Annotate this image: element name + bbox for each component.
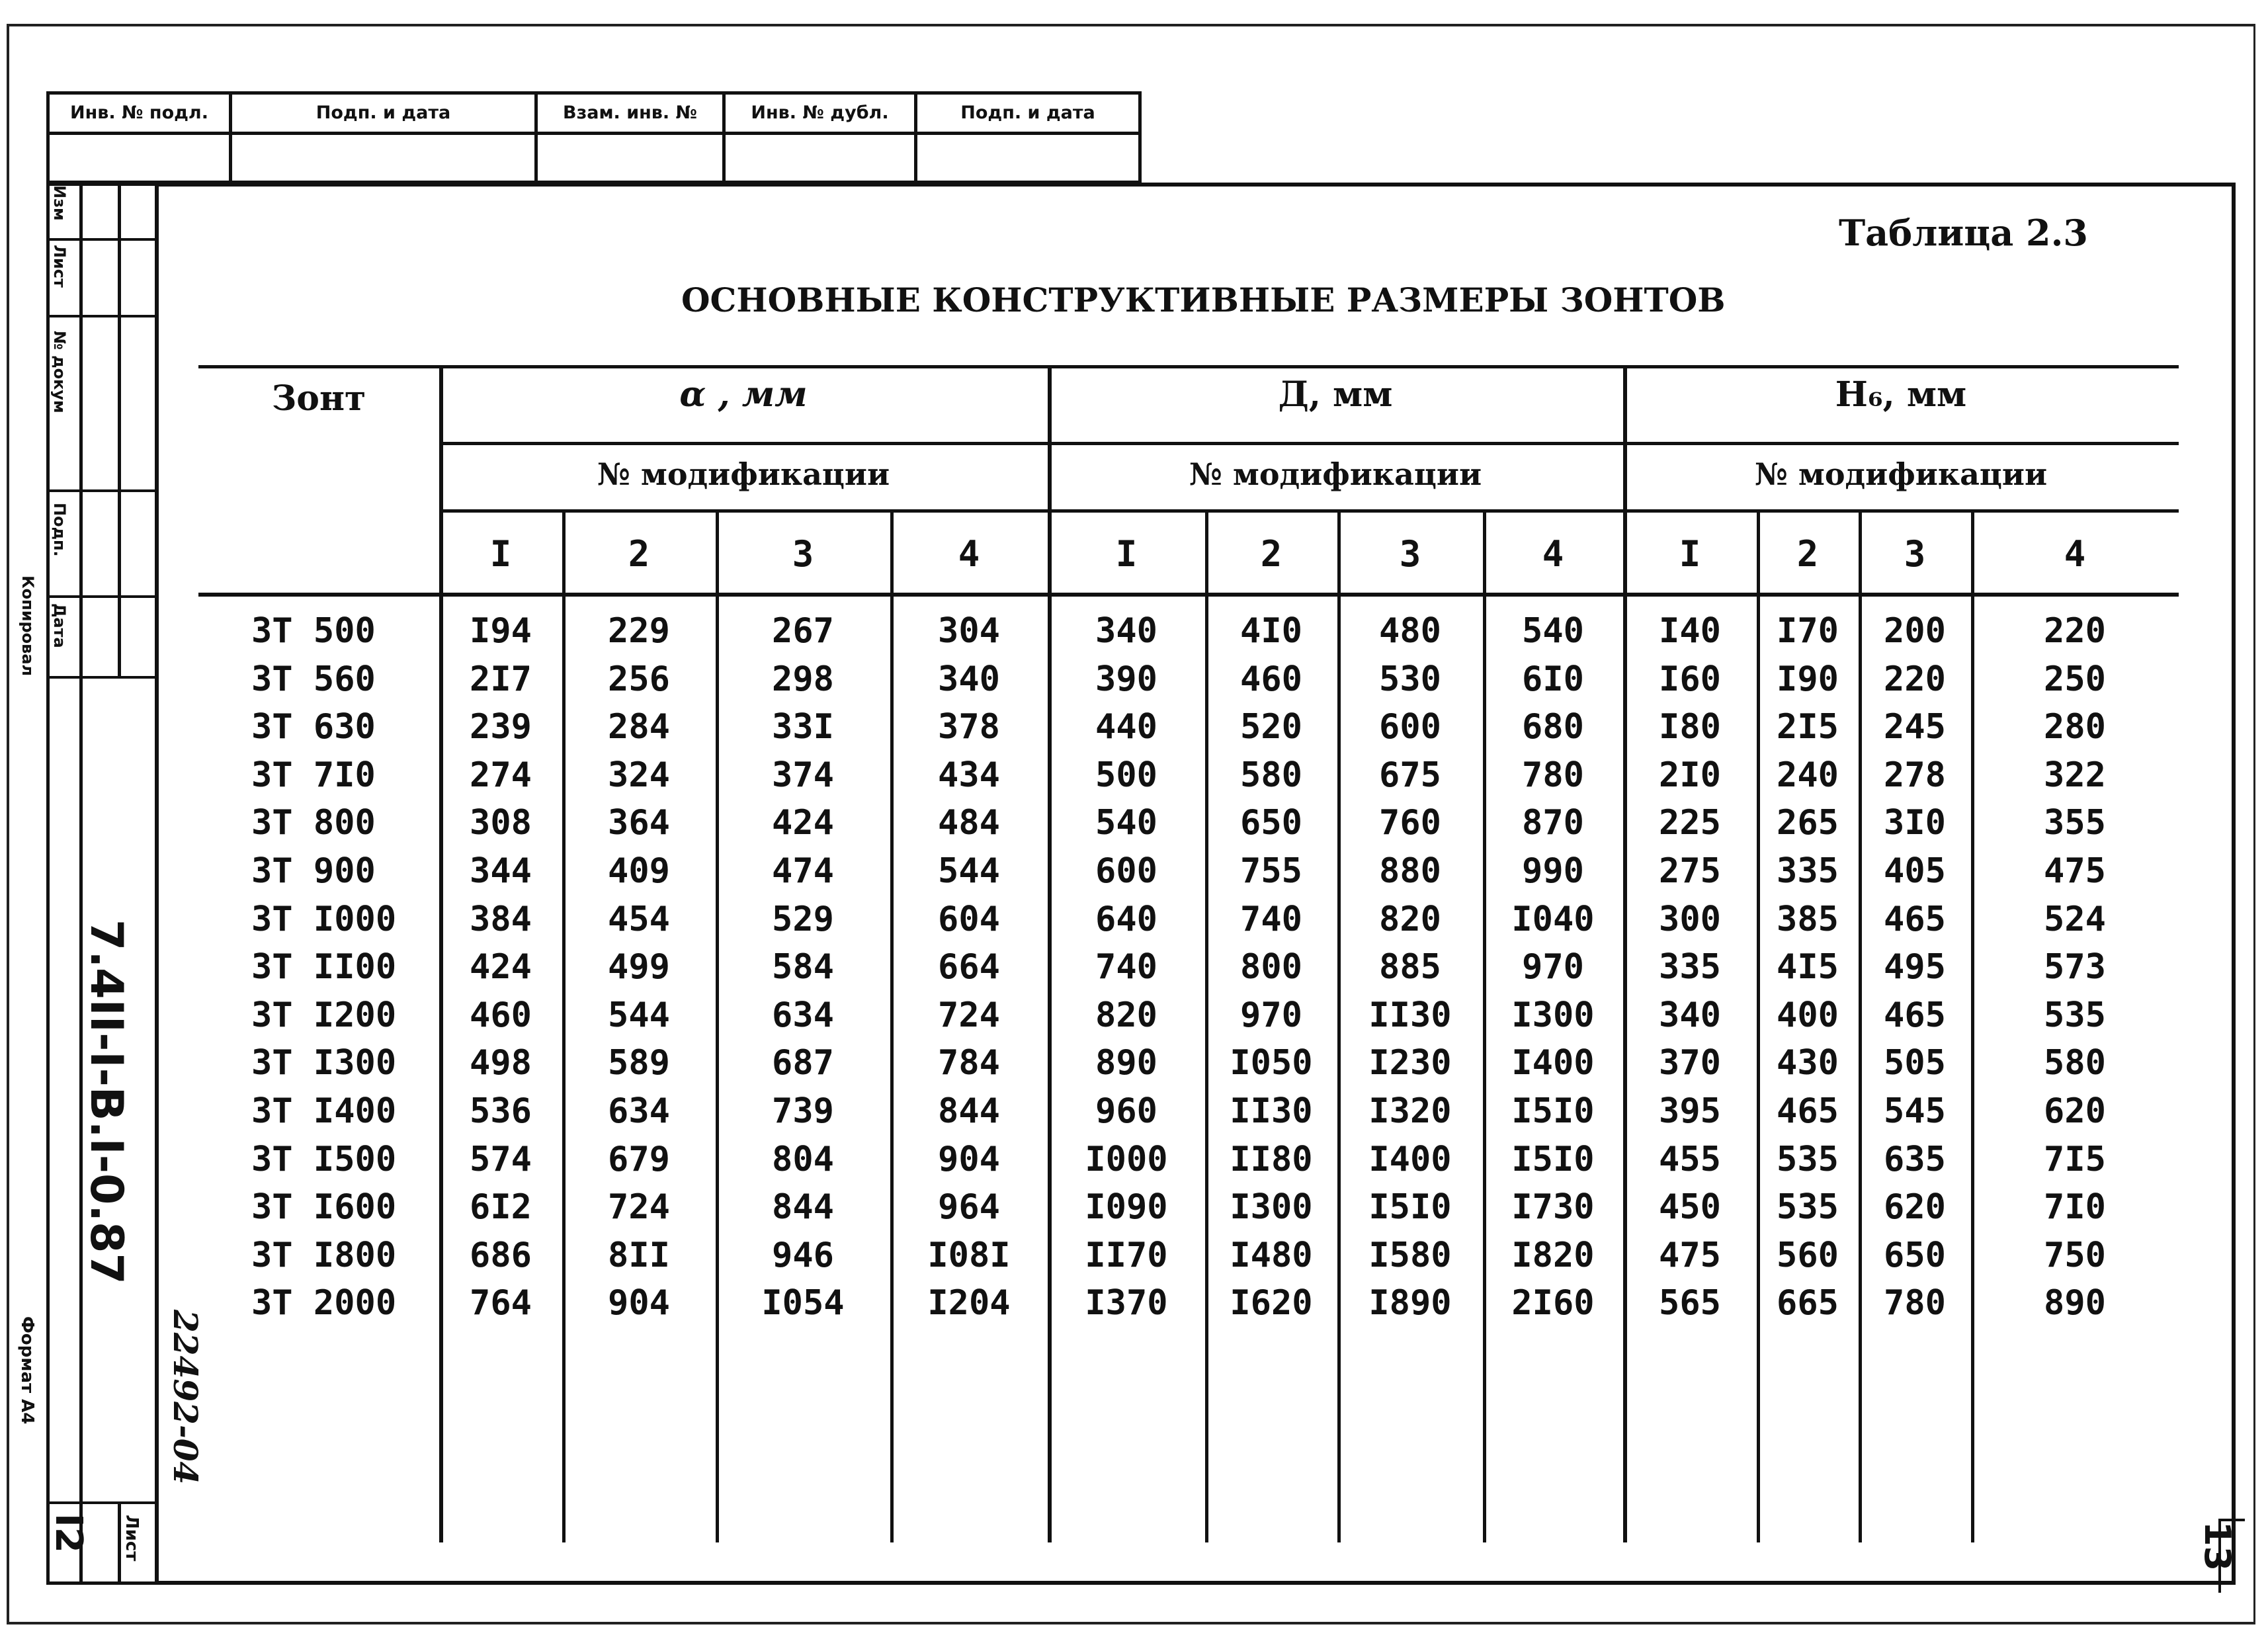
stamp-header-vzam-inv: Взам. инв. №: [538, 95, 726, 132]
table-cell: 890: [1095, 1043, 1157, 1083]
table-cell: I480: [1230, 1235, 1313, 1275]
table-cell: 405: [1884, 851, 1946, 891]
table-cell: 400: [1777, 995, 1839, 1035]
table-cell: 2I60: [1511, 1283, 1595, 1324]
table-cell: 600: [1379, 707, 1441, 747]
format-label: Формат А4: [17, 1316, 37, 1425]
table-cell: 870: [1522, 803, 1584, 843]
table-cell: 245: [1884, 707, 1946, 747]
zont-name: ЗТ I600: [251, 1187, 397, 1228]
left-stamp-row-line: [46, 489, 155, 492]
header-group-d: Д, мм: [1278, 374, 1393, 415]
table-cell: 650: [1884, 1235, 1946, 1275]
table-cell: I820: [1511, 1235, 1595, 1275]
table-cell: 460: [470, 995, 532, 1035]
table-cell: I90: [1777, 659, 1839, 699]
left-stamp-data: Дата: [50, 603, 69, 648]
table-cell: 267: [772, 611, 834, 651]
left-stamp-divider: [118, 1501, 121, 1585]
table-cell: I370: [1085, 1283, 1168, 1324]
table-cell: I70: [1777, 611, 1839, 651]
table-cell: II80: [1230, 1139, 1313, 1179]
table-cell: I040: [1511, 899, 1595, 939]
table-cell: 904: [608, 1283, 670, 1324]
table-cell: 430: [1777, 1043, 1839, 1083]
table-cell: 634: [772, 995, 834, 1035]
table-cell: 584: [772, 947, 834, 988]
table-cell: 495: [1884, 947, 1946, 988]
table-cell: 385: [1777, 899, 1839, 939]
stamp-value-cell: [726, 132, 917, 181]
table-cell: 280: [2044, 707, 2106, 747]
table-cell: 740: [1095, 947, 1157, 988]
main-title: ОСНОВНЫЕ КОНСТРУКТИВНЫЕ РАЗМЕРЫ ЗОНТОВ: [681, 280, 1726, 319]
table-cell: 322: [2044, 755, 2106, 795]
table-cell: 844: [938, 1091, 1000, 1131]
table-cell: 686: [470, 1235, 532, 1275]
table-cell: I60: [1659, 659, 1721, 699]
zont-name: ЗТ II00: [251, 947, 397, 988]
table-cell: 739: [772, 1091, 834, 1131]
top-stamp: [46, 91, 1142, 184]
table-cell: 498: [470, 1043, 532, 1083]
table-cell: I40: [1659, 611, 1721, 651]
header-group-h: Н₆, мм: [1835, 374, 1967, 415]
table-cell: 665: [1777, 1283, 1839, 1324]
table-cell: 635: [1884, 1139, 1946, 1179]
table-cell: 529: [772, 899, 834, 939]
mod-number: 4: [1542, 533, 1564, 575]
table-cell: 370: [1659, 1043, 1721, 1083]
stamp-header-inv-dubl: Инв. № дубл.: [726, 95, 917, 132]
table-cell: 344: [470, 851, 532, 891]
left-stamp-row-line: [46, 595, 155, 598]
table-cell: 474: [772, 851, 834, 891]
table-cell: 530: [1379, 659, 1441, 699]
table-cell: 480: [1379, 611, 1441, 651]
table-rule: [198, 365, 2179, 368]
table-cell: 465: [1884, 995, 1946, 1035]
table-cell: II30: [1368, 995, 1452, 1035]
table-cell: 460: [1240, 659, 1302, 699]
table-cell: 265: [1777, 803, 1839, 843]
table-cell: 760: [1379, 803, 1441, 843]
stamp-header-inv-podl: Инв. № подл.: [50, 95, 232, 132]
table-cell: 220: [1884, 659, 1946, 699]
table-cell: 535: [1777, 1187, 1839, 1228]
table-cell: 298: [772, 659, 834, 699]
table-cell: 8II: [608, 1235, 670, 1275]
table-cell: 278: [1884, 755, 1946, 795]
table-cell: I320: [1368, 1091, 1452, 1131]
table-cell: 650: [1240, 803, 1302, 843]
table-cell: 573: [2044, 947, 2106, 988]
table-cell: 600: [1095, 851, 1157, 891]
stamp-value-cell: [538, 132, 726, 181]
mod-number: I: [489, 533, 512, 575]
table-cell: 724: [608, 1187, 670, 1228]
table-cell: 764: [470, 1283, 532, 1324]
table-cell: 544: [938, 851, 1000, 891]
table-cell: I94: [470, 611, 532, 651]
table-cell: I80: [1659, 707, 1721, 747]
left-stamp-divider: [79, 183, 83, 1585]
mod-number: 2: [1260, 533, 1282, 575]
table-cell: I050: [1230, 1043, 1313, 1083]
table-cell: 200: [1884, 611, 1946, 651]
left-stamp-doc: № докум: [50, 331, 69, 413]
zont-name: ЗТ 630: [251, 707, 376, 747]
table-cell: I730: [1511, 1187, 1595, 1228]
table-cell: I000: [1085, 1139, 1168, 1179]
table-cell: I300: [1511, 995, 1595, 1035]
stamp-value-cell: [50, 132, 232, 181]
table-cell: 440: [1095, 707, 1157, 747]
sheet-number: I2: [47, 1513, 90, 1553]
table-cell: II30: [1230, 1091, 1313, 1131]
table-cell: I580: [1368, 1235, 1452, 1275]
table-cell: 680: [1522, 707, 1584, 747]
table-cell: 256: [608, 659, 670, 699]
table-cell: 804: [772, 1139, 834, 1179]
table-cell: 535: [1777, 1139, 1839, 1179]
table-cell: I5I0: [1511, 1139, 1595, 1179]
table-cell: I5I0: [1368, 1187, 1452, 1228]
table-cell: 545: [1884, 1091, 1946, 1131]
mod-number: 2: [1796, 533, 1819, 575]
table-cell: 535: [2044, 995, 2106, 1035]
table-cell: 565: [1659, 1283, 1721, 1324]
table-cell: 424: [772, 803, 834, 843]
table-cell: 640: [1095, 899, 1157, 939]
table-cell: 844: [772, 1187, 834, 1228]
mod-number: 2: [628, 533, 650, 575]
table-rule: [439, 442, 2179, 445]
left-stamp-row-line: [46, 1501, 155, 1504]
zont-name: ЗТ I300: [251, 1043, 397, 1083]
table-cell: 560: [1777, 1235, 1839, 1275]
table-cell: 229: [608, 611, 670, 651]
table-cell: 784: [938, 1043, 1000, 1083]
header-zont: Зонт: [271, 378, 366, 419]
left-stamp-list: Лист: [50, 245, 69, 288]
table-cell: 580: [2044, 1043, 2106, 1083]
table-cell: 308: [470, 803, 532, 843]
table-cell: 890: [2044, 1283, 2106, 1324]
header-mod-alpha: № модификации: [597, 456, 890, 492]
table-cell: 820: [1379, 899, 1441, 939]
left-stamp-row-line: [46, 238, 155, 241]
table-cell: 340: [1659, 995, 1721, 1035]
table-cell: 679: [608, 1139, 670, 1179]
table-cell: 970: [1522, 947, 1584, 988]
mod-number: I: [1679, 533, 1701, 575]
table-cell: 378: [938, 707, 1000, 747]
table-cell: I230: [1368, 1043, 1452, 1083]
table-cell: 465: [1777, 1091, 1839, 1131]
table-cell: 540: [1095, 803, 1157, 843]
table-cell: 454: [608, 899, 670, 939]
zont-name: ЗТ 900: [251, 851, 376, 891]
table-cell: 505: [1884, 1043, 1946, 1083]
table-cell: 904: [938, 1139, 1000, 1179]
header-group-alpha: α , мм: [679, 374, 808, 415]
mod-number: 4: [2064, 533, 2086, 575]
header-mod-h: № модификации: [1754, 456, 2048, 492]
table-cell: 304: [938, 611, 1000, 651]
zont-name: ЗТ 7I0: [251, 755, 376, 795]
table-cell: I400: [1511, 1043, 1595, 1083]
table-cell: 7I5: [2044, 1139, 2106, 1179]
table-cell: 574: [470, 1139, 532, 1179]
table-cell: 499: [608, 947, 670, 988]
table-cell: I204: [927, 1283, 1011, 1324]
left-stamp-divider: [118, 183, 121, 679]
table-cell: 780: [1884, 1283, 1946, 1324]
table-cell: I08I: [927, 1235, 1011, 1275]
table-cell: 687: [772, 1043, 834, 1083]
table-cell: 450: [1659, 1187, 1721, 1228]
table-cell: 500: [1095, 755, 1157, 795]
table-cell: 240: [1777, 755, 1839, 795]
archive-number: 22492-04: [166, 1310, 205, 1485]
table-cell: 780: [1522, 755, 1584, 795]
table-cell: 580: [1240, 755, 1302, 795]
zont-name: ЗТ I800: [251, 1235, 397, 1275]
table-cell: 800: [1240, 947, 1302, 988]
table-cell: 750: [2044, 1235, 2106, 1275]
table-cell: 374: [772, 755, 834, 795]
table-cell: 335: [1659, 947, 1721, 988]
mod-number: I: [1115, 533, 1138, 575]
table-rule: [198, 593, 2179, 597]
table-cell: 2I0: [1659, 755, 1721, 795]
table-cell: 820: [1095, 995, 1157, 1035]
table-cell: 395: [1659, 1091, 1721, 1131]
left-stamp-podp: Подп.: [50, 503, 69, 557]
table-cell: 604: [938, 899, 1000, 939]
table-cell: I054: [761, 1283, 845, 1324]
table-cell: 475: [1659, 1235, 1721, 1275]
table-cell: 7I0: [2044, 1187, 2106, 1228]
table-cell: 589: [608, 1043, 670, 1083]
table-cell: 4I5: [1777, 947, 1839, 988]
zont-name: ЗТ 2000: [251, 1283, 397, 1324]
table-cell: 885: [1379, 947, 1441, 988]
table-cell: 740: [1240, 899, 1302, 939]
table-cell: I300: [1230, 1187, 1313, 1228]
table-cell: 964: [938, 1187, 1000, 1228]
table-cell: 990: [1522, 851, 1584, 891]
mod-number: 4: [958, 533, 980, 575]
table-cell: 239: [470, 707, 532, 747]
table-cell: 409: [608, 851, 670, 891]
table-cell: 300: [1659, 899, 1721, 939]
mod-number: 3: [792, 533, 814, 575]
table-cell: 520: [1240, 707, 1302, 747]
table-cell: 484: [938, 803, 1000, 843]
table-cell: 634: [608, 1091, 670, 1131]
table-cell: I090: [1085, 1187, 1168, 1228]
zont-name: ЗТ 500: [251, 611, 376, 651]
table-cell: 250: [2044, 659, 2106, 699]
table-cell: I890: [1368, 1283, 1452, 1324]
table-cell: 225: [1659, 803, 1721, 843]
table-number: Таблица 2.3: [1839, 212, 2088, 254]
table-cell: I400: [1368, 1139, 1452, 1179]
table-cell: 220: [2044, 611, 2106, 651]
zont-name: ЗТ 560: [251, 659, 376, 699]
stamp-value-cell: [917, 132, 1138, 181]
left-stamp-row-line: [46, 315, 155, 317]
copied-label: Копировал: [19, 575, 37, 677]
table-cell: I620: [1230, 1283, 1313, 1324]
table-cell: 960: [1095, 1091, 1157, 1131]
table-cell: 675: [1379, 755, 1441, 795]
table-cell: 6I2: [470, 1187, 532, 1228]
table-cell: 355: [2044, 803, 2106, 843]
zont-name: ЗТ I000: [251, 899, 397, 939]
table-cell: 424: [470, 947, 532, 988]
table-cell: 390: [1095, 659, 1157, 699]
table-cell: 324: [608, 755, 670, 795]
table-cell: 620: [2044, 1091, 2106, 1131]
table-cell: 275: [1659, 851, 1721, 891]
document-number: 7.4II-I-В.I-0.87: [80, 919, 132, 1285]
table-cell: 880: [1379, 851, 1441, 891]
table-cell: I5I0: [1511, 1091, 1595, 1131]
table-cell: 434: [938, 755, 1000, 795]
table-cell: 2I7: [470, 659, 532, 699]
sheet-label: Лист: [122, 1515, 142, 1562]
table-cell: 465: [1884, 899, 1946, 939]
mod-number: 3: [1904, 533, 1926, 575]
table-cell: 4I0: [1240, 611, 1302, 651]
table-cell: 524: [2044, 899, 2106, 939]
table-cell: 335: [1777, 851, 1839, 891]
mod-number: 3: [1399, 533, 1421, 575]
table-cell: 6I0: [1522, 659, 1584, 699]
table-cell: 946: [772, 1235, 834, 1275]
zont-name: ЗТ I500: [251, 1139, 397, 1179]
table-cell: II70: [1085, 1235, 1168, 1275]
table-cell: 755: [1240, 851, 1302, 891]
table-rule: [439, 509, 2179, 513]
table-cell: 284: [608, 707, 670, 747]
stamp-header-podp-data-2: Подп. и дата: [960, 103, 1095, 123]
stamp-value-cell: [232, 132, 538, 181]
table-cell: 620: [1884, 1187, 1946, 1228]
table-cell: 724: [938, 995, 1000, 1035]
table-cell: 475: [2044, 851, 2106, 891]
table-cell: 536: [470, 1091, 532, 1131]
zont-name: ЗТ I200: [251, 995, 397, 1035]
table-cell: 364: [608, 803, 670, 843]
header-mod-d: № модификации: [1189, 456, 1482, 492]
table-cell: 274: [470, 755, 532, 795]
corner-page-number: 13: [2197, 1521, 2238, 1572]
table-cell: 455: [1659, 1139, 1721, 1179]
left-stamp-row-line: [46, 676, 155, 679]
zont-name: ЗТ I400: [251, 1091, 397, 1131]
left-stamp-izm: Изм: [50, 185, 69, 221]
table-cell: 544: [608, 995, 670, 1035]
table-cell: 664: [938, 947, 1000, 988]
table-cell: 540: [1522, 611, 1584, 651]
stamp-header-podp-data: Подп. и дата: [232, 95, 538, 132]
table-cell: 33I: [772, 707, 834, 747]
table-cell: 384: [470, 899, 532, 939]
table-cell: 2I5: [1777, 707, 1839, 747]
table-cell: 970: [1240, 995, 1302, 1035]
zont-name: ЗТ 800: [251, 803, 376, 843]
table-cell: 340: [1095, 611, 1157, 651]
table-cell: 3I0: [1884, 803, 1946, 843]
table-cell: 340: [938, 659, 1000, 699]
